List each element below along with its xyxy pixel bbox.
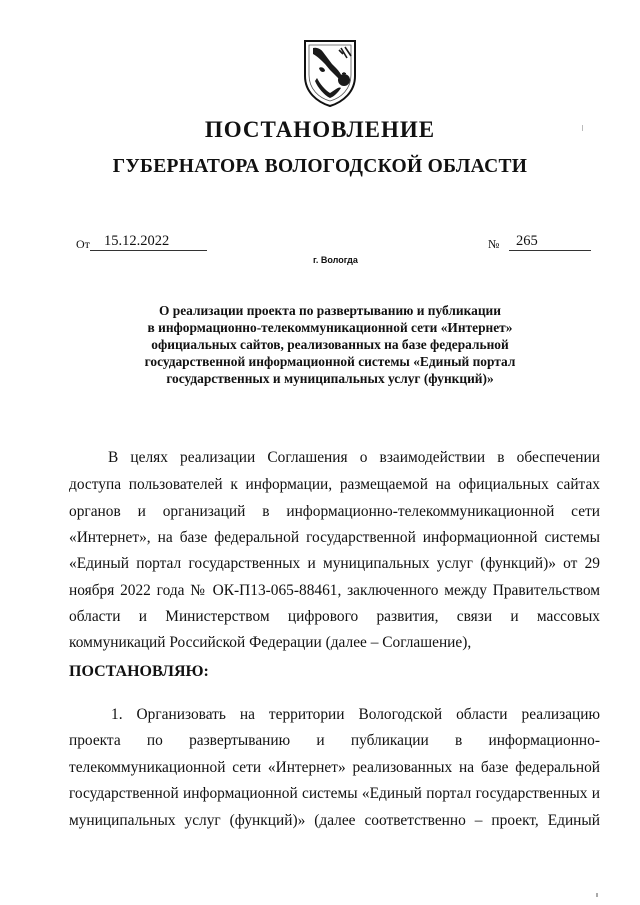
document-subject-title — [110, 302, 550, 387]
preamble-line: ноября 2022 года № ОК-П13-065-88461, заключенного между Правительством — [69, 582, 600, 599]
subject-line: государственных и муниципальных услуг (функций)» — [166, 371, 494, 386]
subject-line: государственной информационной системы «Единый портал — [144, 354, 516, 369]
date-prefix: От — [76, 237, 90, 251]
item-1-line: муниципальных услуг (функций)» (далее соответственно – проект, Единый — [69, 812, 600, 829]
item-1-line: проекта по развертыванию и публикации в информационно- — [69, 732, 600, 749]
subject-line: О реализации проекта по развертыванию и публикации — [158, 303, 501, 318]
item-1-line: 1. Организовать на территории Вологодской области реализацию — [111, 706, 600, 723]
preamble-line: области и Министерством цифрового развития, связи и массовых — [69, 608, 600, 625]
document-number: 265 — [516, 233, 538, 249]
scan-mark — [582, 125, 583, 131]
place-of-issue: г. Вологда — [313, 255, 358, 265]
issuer-title: ГУБЕРНАТОРА ВОЛОГОДСКОЙ ОБЛАСТИ — [112, 156, 528, 177]
resolve-heading: ПОСТАНОВЛЯЮ: — [69, 663, 209, 680]
document-type-title: ПОСТАНОВЛЕНИЕ — [204, 117, 436, 142]
number-underline — [509, 250, 591, 251]
preamble-line: «Единый портал государственных и муниципальных услуг (функций)» от 29 — [69, 555, 600, 572]
preamble-line: В целях реализации Соглашения о взаимодействии в обеспечении — [108, 449, 600, 466]
item-1-line: государственной информационной системы «Единый портал государственных и — [69, 785, 600, 802]
preamble-line: органов и организаций в информационно-телекоммуникационной сети — [69, 503, 600, 520]
number-prefix: № — [488, 237, 500, 251]
coat-of-arms-emblem — [299, 38, 361, 108]
item-1-line: телекоммуникационной сети «Интернет» реализованных на базе федеральной — [69, 759, 600, 776]
subject-line: официальных сайтов, реализованных на базе федеральной — [151, 337, 509, 352]
subject-line: в информационно-телекоммуникационной сети «Интернет» — [147, 320, 513, 335]
preamble-line: доступа пользователей к информации, размещаемой на официальных сайтах — [69, 476, 600, 493]
scan-mark — [596, 893, 598, 897]
date-underline — [90, 250, 207, 251]
document-date: 15.12.2022 — [104, 233, 170, 249]
preamble-line: «Интернет», на базе федеральной государственной информационной системы — [69, 529, 600, 546]
preamble-line: коммуникаций Российской Федерации (далее – Соглашение), — [69, 634, 472, 651]
